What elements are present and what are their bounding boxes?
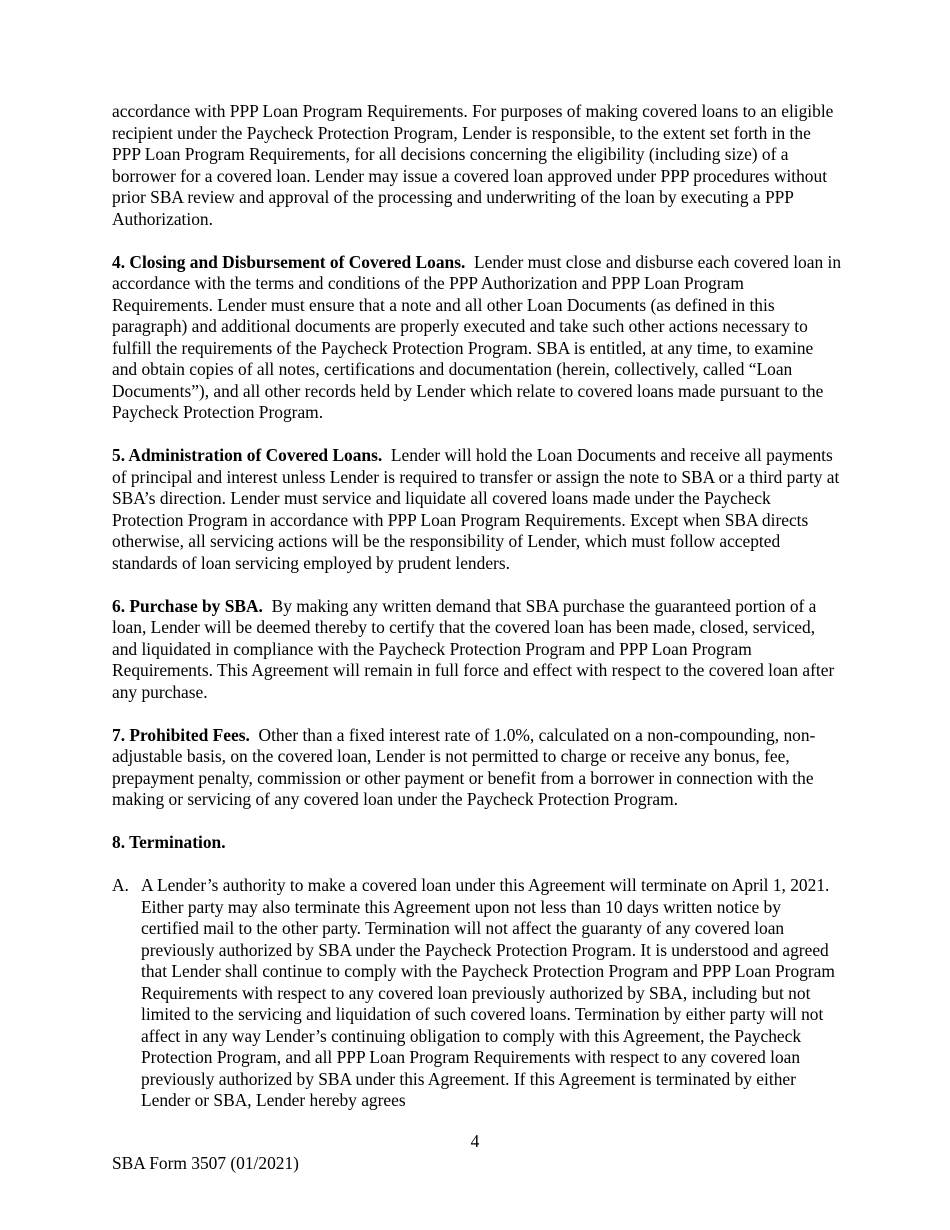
list-item: [112, 875, 842, 1112]
section-7-prohibited-fees: [112, 725, 842, 811]
section-8-termination: [112, 832, 842, 854]
list-marker: A.: [112, 875, 129, 895]
paragraph-text: Lender will hold the Loan Documents and receive all payments of principal and interest unless Lender is required to transfer or assign the note to SBA or a third party at SBA’s direction. Lender must service and liquidate all covered loans made under the Paycheck Protection Program in accordance with PPP Loan Program Requirements. Except when SBA directs otherwise, all servicing actions will be the responsibility of Lender, which must follow accepted standards of loan servicing employed by prudent lenders.: [112, 445, 840, 573]
section-heading: 7. Prohibited Fees.: [112, 724, 250, 745]
document-body: [112, 101, 842, 1112]
paragraph-text: By making any written demand that SBA purchase the guaranteed portion of a loan, Lender will be deemed thereby to certify that the covered loan has been made, closed, serviced, and liquidated in compliance with the Paycheck Protection Program and PPP Loan Program Requirements. This Agreement will remain in full force and effect with respect to the covered loan after any purchase.: [112, 595, 835, 702]
paragraph-text: Lender must close and disburse each covered loan in accordance with the terms and conditions of the PPP Authorization and PPP Loan Program Requirements. Lender must ensure that a note and all other Loan Documents (as defined in this paragraph) and additional documents are properly executed and take such other actions necessary to fulfill the requirements of the Paycheck Protection Program. SBA is entitled, at any time, to examine and obtain copies of all notes, certifications and documentation (herein, collectively, called “Loan Documents”), and all other records held by Lender which relate to covered loans made pursuant to the Paycheck Protection Program.: [112, 251, 842, 422]
paragraph-text: Other than a fixed interest rate of 1.0%, calculated on a non-compounding, non-adjustable basis, on the covered loan, Lender is not permitted to charge or receive any bonus, fee, prepayment penalty, commission or other payment or benefit from a borrower in connection with the making or servicing of any covered loan under the Paycheck Protection Program.: [112, 724, 816, 809]
section-heading: 6. Purchase by SBA.: [112, 595, 263, 616]
form-footer: SBA Form 3507 (01/2021): [112, 1153, 299, 1173]
section-4-closing-disbursement: [112, 252, 842, 424]
section-5-administration: [112, 445, 842, 574]
section-6-purchase: [112, 596, 842, 704]
section-heading: 4. Closing and Disbursement of Covered Loans.: [112, 251, 466, 272]
list-item-text: A Lender’s authority to make a covered loan under this Agreement will terminate on April 1, 2021. Either party may also terminate this Agreement upon not less than 10 days written notice by certified mail to the other party. Termination will not affect the guaranty of any covered loan previously authorized by SBA under the Paycheck Protection Program. It is understood and agreed that Lender shall continue to comply with the Paycheck Protection Program and PPP Loan Program Requirements with respect to any covered loan previously authorized by SBA, including but not limited to the servicing and liquidation of such covered loans. Termination by either party will not affect in any way Lender’s continuing obligation to comply with this Agreement, the Paycheck Protection Program, and all PPP Loan Program Requirements with respect to any covered loan previously authorized by SBA under this Agreement. If this Agreement is terminated by either Lender or SBA, Lender hereby agrees: [141, 875, 835, 1110]
paragraph-text: accordance with PPP Loan Program Requirements. For purposes of making covered loans to an eligible recipient under the Paycheck Protection Program, Lender is responsible, to the extent set forth in the PPP Loan Program Requirements, for all decisions concerning the eligibility (including size) of a borrower for a covered loan. Lender may issue a covered loan approved under PPP procedures without prior SBA review and approval of the processing and underwriting of the loan by executing a PPP Authorization.: [112, 101, 834, 229]
page-number: 4: [470, 1131, 480, 1151]
section-heading: 5. Administration of Covered Loans.: [112, 445, 383, 465]
paragraph-continuation: [112, 101, 842, 230]
section-heading: 8. Termination.: [112, 832, 226, 852]
